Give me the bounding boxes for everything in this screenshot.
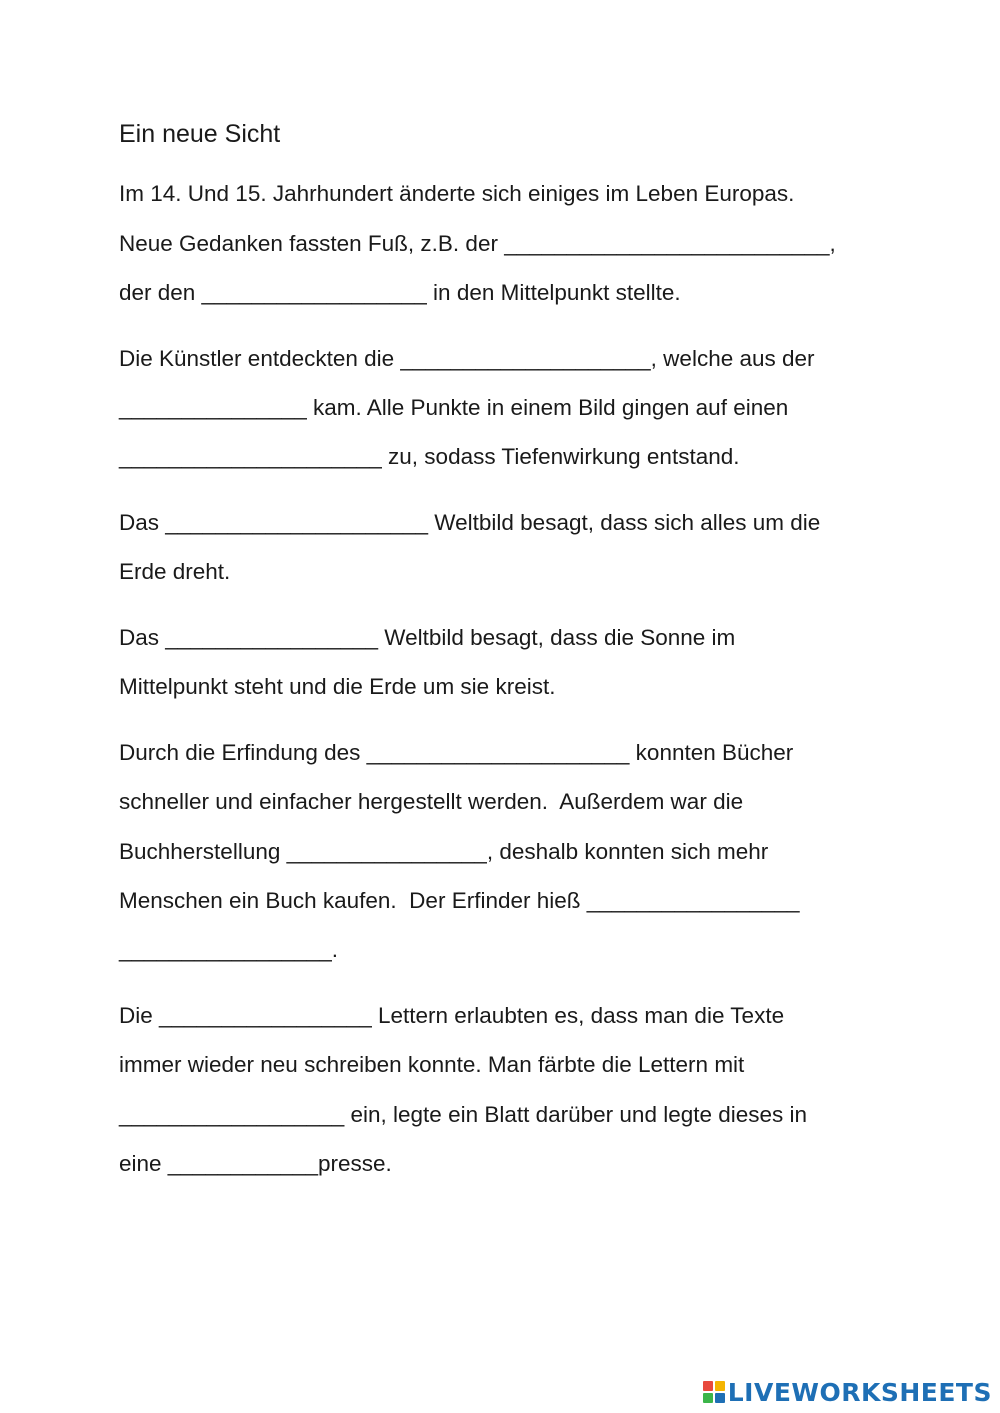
text-line: immer wieder neu schreiben konnte. Man färbte die Lettern mit bbox=[119, 1052, 745, 1077]
text-line: Das _____________________ Weltbild besagt, dass sich alles um die bbox=[119, 510, 821, 535]
text-line: _____________________ zu, sodass Tiefenwirkung entstand. bbox=[119, 444, 740, 469]
text-line: schneller und einfacher hergestellt werden. Außerdem war die bbox=[119, 789, 744, 814]
text-line: Die Künstler entdeckten die ____________________, welche aus der bbox=[119, 346, 815, 371]
text-line: Im 14. Und 15. Jahrhundert änderte sich einiges im Leben Europas. bbox=[119, 181, 795, 206]
text-line: _______________ kam. Alle Punkte in einem Bild gingen auf einen bbox=[119, 395, 789, 420]
liveworksheets-logo-icon bbox=[703, 1381, 725, 1403]
text-line: Neue Gedanken fassten Fuß, z.B. der __________________________, bbox=[119, 231, 836, 256]
text-line: __________________ ein, legte ein Blatt darüber und legte dieses in bbox=[119, 1102, 808, 1127]
text-line: Das _________________ Weltbild besagt, dass die Sonne im bbox=[119, 625, 736, 650]
brand-name: LIVEWORKSHEETS bbox=[727, 1377, 992, 1407]
text-line: _________________. bbox=[119, 937, 338, 962]
text-line: der den __________________ in den Mittelpunkt stellte. bbox=[119, 280, 681, 305]
text-line: Erde dreht. bbox=[119, 559, 231, 584]
text-line: Die _________________ Lettern erlaubten es, dass man die Texte bbox=[119, 1003, 785, 1028]
text-line: eine ____________presse. bbox=[119, 1151, 392, 1176]
text-line: Menschen ein Buch kaufen. Der Erfinder hieß _________________ bbox=[119, 888, 800, 913]
text-line: Buchherstellung ________________, deshalb konnten sich mehr bbox=[119, 839, 769, 864]
page-title: Ein neue Sicht bbox=[119, 120, 281, 148]
liveworksheets-watermark bbox=[703, 1377, 992, 1407]
text-line: Mittelpunkt steht und die Erde um sie kreist. bbox=[119, 674, 556, 699]
text-line: Durch die Erfindung des _____________________ konnten Bücher bbox=[119, 740, 794, 765]
